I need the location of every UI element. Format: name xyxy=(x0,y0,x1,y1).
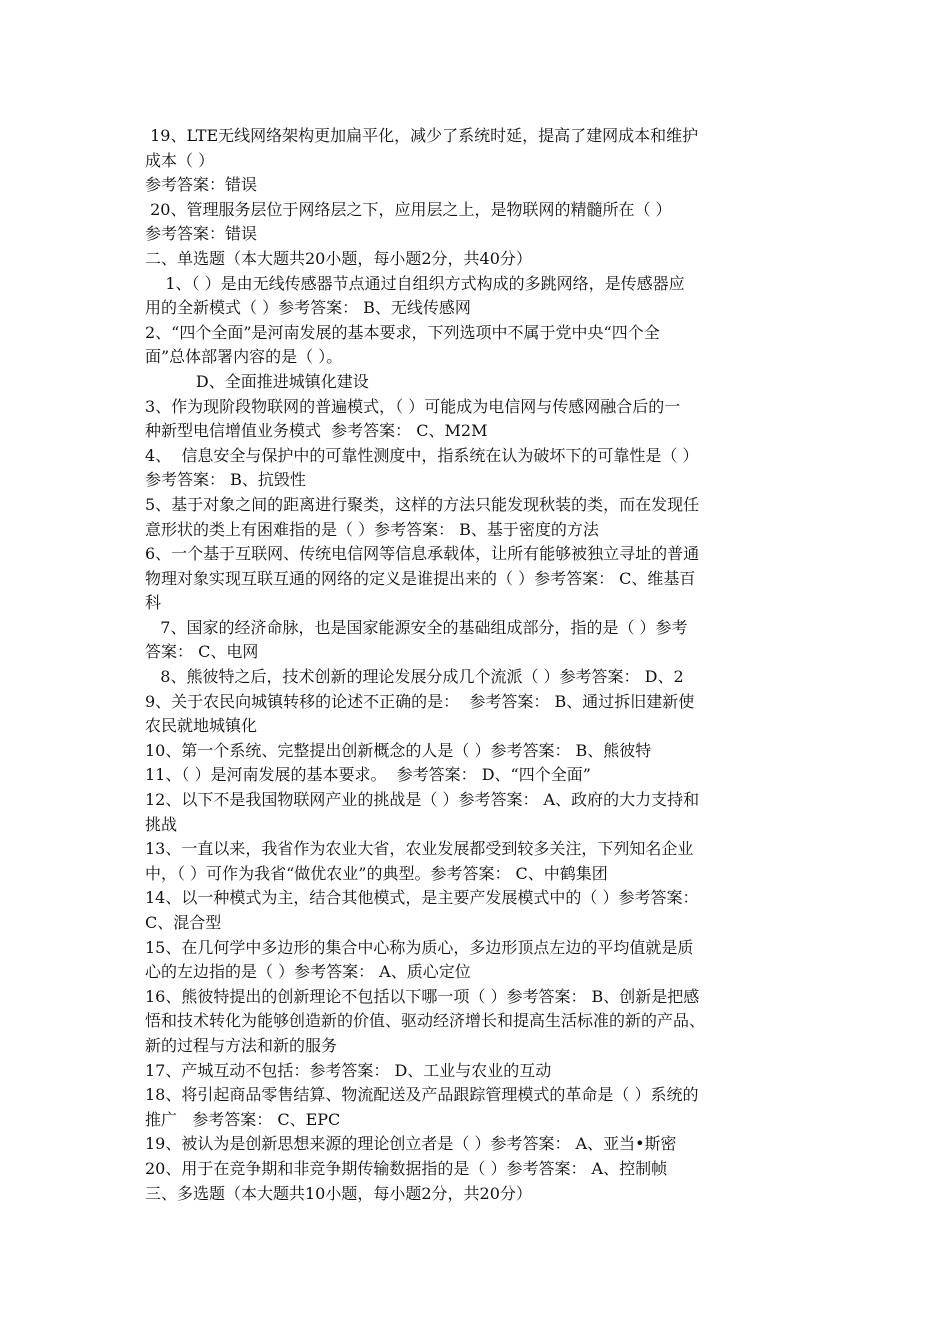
text-line: 19、被认为是创新思想来源的理论创立者是（ ）参考答案： A、亚当•斯密 xyxy=(145,1134,677,1154)
text-line: 8、熊彼特之后，技术创新的理论发展分成几个流派（ ）参考答案： D、2 xyxy=(145,667,684,687)
answer-line: 参考答案：错误 xyxy=(145,175,258,195)
text-line: 10、第一个系统、完整提出创新概念的人是（ ）参考答案： B、熊彼特 xyxy=(145,740,652,760)
text-line: C、混合型 xyxy=(145,913,222,932)
text-line: 成本（ ） xyxy=(145,150,215,170)
text-line: 6、一个基于互联网、传统电信网等信息承载体，让所有能够被独立寻址的普通 xyxy=(145,544,700,564)
text-line: 种新型电信增值业务模式 参考答案： C、M2M xyxy=(145,421,488,441)
section-heading: 三、多选题（本大题共10小题，每小题2分，共20分） xyxy=(145,1183,532,1203)
text-line: 科 xyxy=(145,593,162,613)
text-line: 20、管理服务层位于网络层之下，应用层之上，是物联网的精髓所在（ ） xyxy=(145,199,672,219)
text-line: 19、LTE无线网络架构更加扁平化，减少了系统时延，提高了建网成本和维护 xyxy=(145,126,699,145)
text-line: 推广 参考答案： C、EPC xyxy=(145,1109,341,1129)
text-line: 物理对象实现互联互通的网络的定义是谁提出来的（ ）参考答案： C、维基百 xyxy=(145,568,696,588)
text-line: 中，（ ）可作为我省“做优农业”的典型。参考答案： C、中鹤集团 xyxy=(145,863,608,883)
text-line: 2、“四个全面”是河南发展的基本要求，下列选项中不属于党中央“四个全 xyxy=(145,322,660,342)
text-line: 1、（ ）是由无线传感器节点通过自组织方式构成的多跳网络，是传感器应 xyxy=(145,273,685,293)
text-line: 4、 信息安全与保护中的可靠性测度中，指系统在认为破坏下的可靠性是（ ） xyxy=(145,445,699,465)
text-line: 参考答案： B、抗毁性 xyxy=(145,470,306,490)
text-line: 农民就地城镇化 xyxy=(145,716,258,736)
text-line: 18、将引起商品零售结算、物流配送及产品跟踪管理模式的革命是（ ）系统的 xyxy=(145,1085,699,1105)
text-line: 17、产城互动不包括：参考答案： D、工业与农业的互动 xyxy=(145,1060,552,1080)
text-line: 12、以下不是我国物联网产业的挑战是（ ）参考答案： A、政府的大力支持和 xyxy=(145,790,700,810)
text-line: 15、在几何学中多边形的集合中心称为质心，多边形顶点左边的平均值就是质 xyxy=(145,937,694,957)
document-body xyxy=(145,124,810,1206)
text-line: 用的全新模式（ ）参考答案： B、无线传感网 xyxy=(145,298,471,318)
text-line: 新的过程与方法和新的服务 xyxy=(145,1035,338,1055)
answer-line: 参考答案：错误 xyxy=(145,224,258,244)
text-line: 答案： C、电网 xyxy=(145,642,259,662)
section-heading: 二、单选题（本大题共20小题，每小题2分，共40分） xyxy=(145,248,532,268)
text-line: 14、以一种模式为主，结合其他模式，是主要产发展模式中的（ ）参考答案： xyxy=(145,888,699,908)
text-line: 13、一直以来，我省作为农业大省，农业发展都受到较多关注，下列知名企业 xyxy=(145,839,694,859)
text-line: 意形状的类上有困难指的是（ ）参考答案： B、基于密度的方法 xyxy=(145,519,599,539)
text-line: 5、基于对象之间的距离进行聚类，这样的方法只能发现秋装的类，而在发现任 xyxy=(145,494,700,514)
text-line: 悟和技术转化为能够创造新的价值、驱动经济增长和提高生活标准的新的产品、 xyxy=(145,1011,706,1031)
text-line: 7、国家的经济命脉，也是国家能源安全的基础组成部分，指的是（ ）参考 xyxy=(145,617,688,637)
text-line: 心的左边指的是（ ）参考答案： A、质心定位 xyxy=(145,962,471,982)
text-line: 挑战 xyxy=(145,814,178,834)
text-line: 面”总体部署内容的是（ ）。 xyxy=(145,347,343,367)
text-line: 16、熊彼特提出的创新理论不包括以下哪一项（ ）参考答案： B、创新是把感 xyxy=(145,986,700,1006)
text-line: D、全面推进城镇化建设 xyxy=(145,371,369,391)
text-line: 11、（ ）是河南发展的基本要求。 参考答案： D、“四个全面” xyxy=(145,765,591,785)
text-line: 3、作为现阶段物联网的普遍模式，（ ）可能成为电信网与传感网融合后的一 xyxy=(145,396,681,416)
text-line: 20、用于在竞争期和非竞争期传输数据指的是（ ）参考答案： A、控制帧 xyxy=(145,1158,668,1178)
text-line: 9、关于农民向城镇转移的论述不正确的是： 参考答案： B、通过拆旧建新使 xyxy=(145,691,695,711)
